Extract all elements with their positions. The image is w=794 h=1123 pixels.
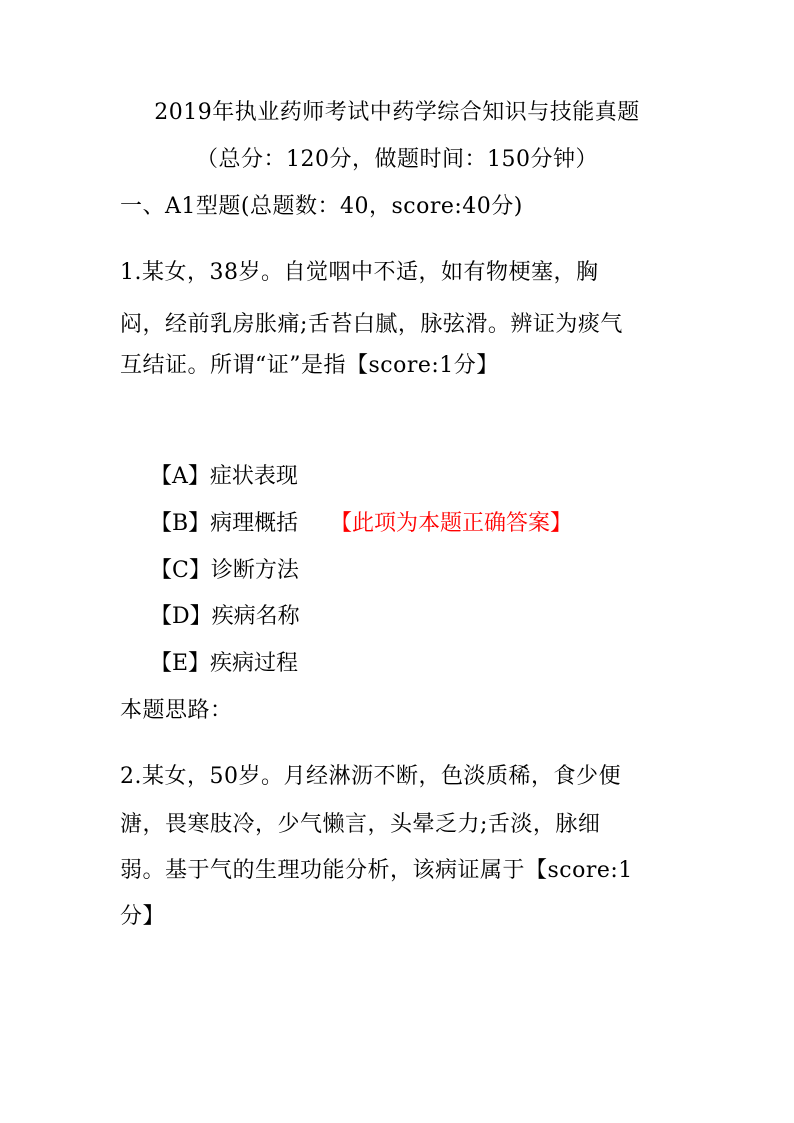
question-2-line-4: 分】 <box>120 904 166 929</box>
option-c: 【C】诊断方法 <box>150 558 299 583</box>
correct-answer-note: 【此项为本题正确答案】 <box>330 511 573 536</box>
document-subtitle: （总分：120分，做题时间：150分钟） <box>196 147 598 172</box>
question-2-line-1: 2.某女，50岁。月经淋沥不断，色淡质稀，食少便 <box>120 764 621 789</box>
question-1-line-1: 1.某女，38岁。自觉咽中不适，如有物梗塞，胸 <box>120 260 599 285</box>
question-2-line-2: 溏，畏寒肢冷，少气懒言，头晕乏力;舌淡，脉细 <box>120 812 601 837</box>
analysis-label: 本题思路： <box>120 698 233 723</box>
question-1-line-3: 互结证。所谓“证”是指【score:1分】 <box>120 353 499 378</box>
option-b: 【B】病理概括 <box>150 511 299 536</box>
question-1-line-2: 闷，经前乳房胀痛;舌苔白腻，脉弦滑。辨证为痰气 <box>120 312 623 337</box>
document-title: 2019年执业药师考试中药学综合知识与技能真题 <box>154 100 640 125</box>
question-2-line-3: 弱。基于气的生理功能分析，该病证属于【score:1 <box>120 858 633 883</box>
option-e: 【E】疾病过程 <box>150 651 299 676</box>
option-a: 【A】症状表现 <box>150 464 298 489</box>
option-d: 【D】疾病名称 <box>150 604 300 629</box>
section-heading: 一、A1型题(总题数：40，score:40分) <box>120 194 523 219</box>
